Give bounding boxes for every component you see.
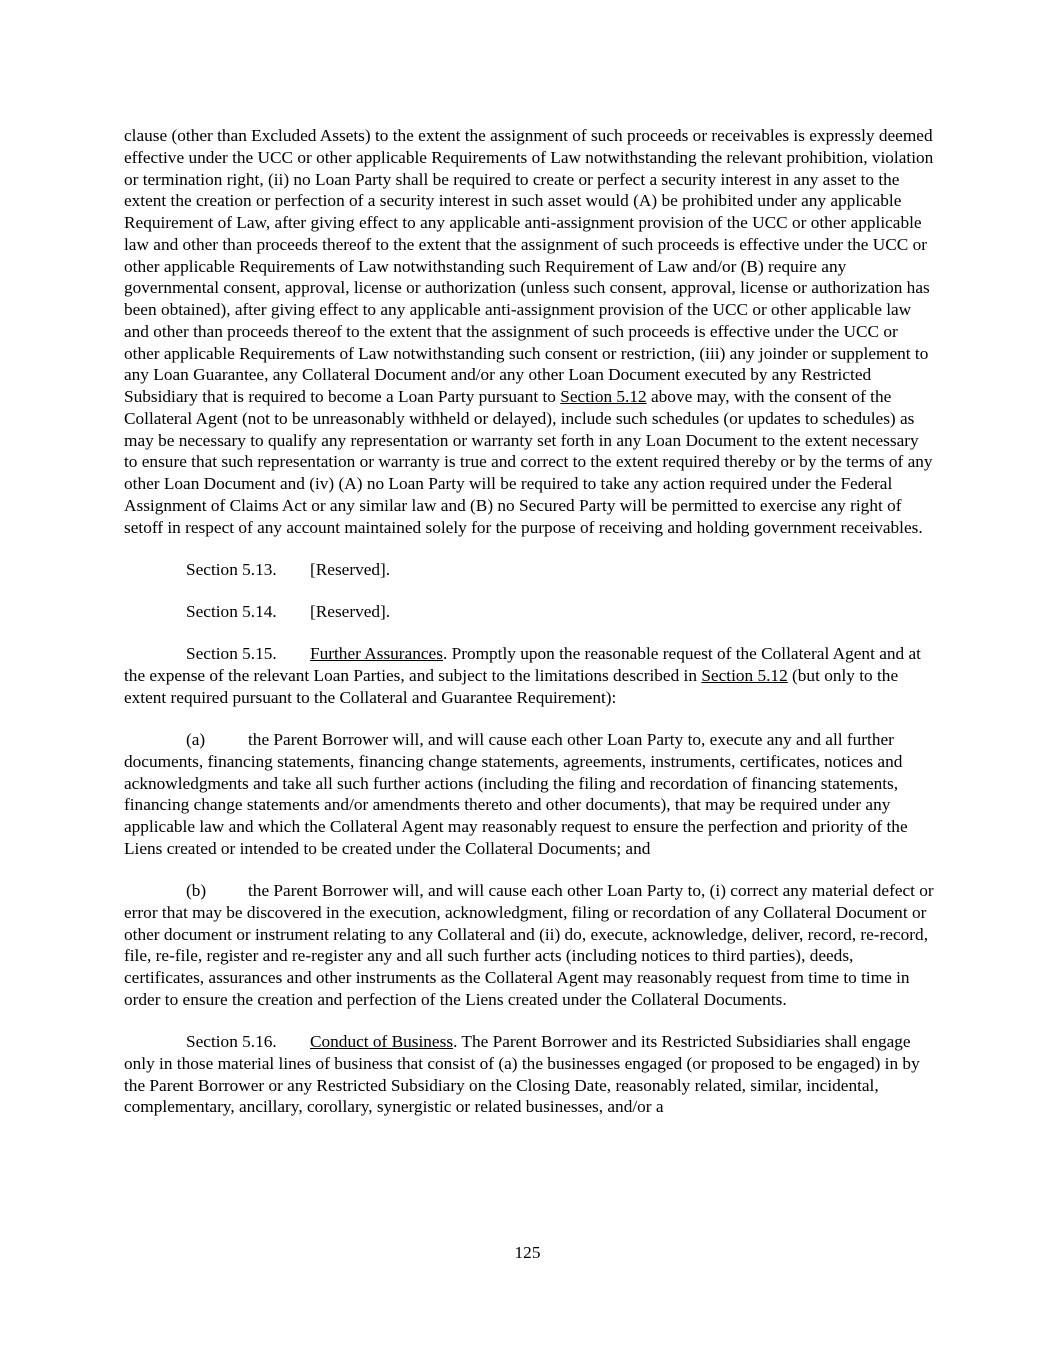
section-text: . The Parent Borrower and its Restricted Subsidiaries shall engage only in those material lines of business that consist of (a) the businesses engaged (or proposed to be engaged) in by the Parent Borrower or any Restricted Subsidiary on the Closing Date, reasonably related, similar, incidental, complementary, ancillary, corollary, synergistic or related businesses, and/or a — [124, 1032, 920, 1117]
clause-label: (a) — [186, 730, 206, 749]
section-5-12-reference: Section 5.12 — [560, 387, 647, 406]
section-number: Section 5.16. — [186, 1032, 277, 1051]
section-5-15 — [124, 643, 934, 708]
section-heading: Further Assurances — [310, 644, 443, 664]
section-5-13 — [124, 559, 934, 581]
continuation-text-1: clause (other than Excluded Assets) to the extent the assignment of such proceeds or receivables is expressly deemed effective under the UCC or other applicable Requirements of Law notwithstanding the relevant prohibition, violation or termination right, (ii) no Loan Party shall be required to create or perfect a security interest in any asset to the extent the creation or perfection of a security interest in such asset would (A) be prohibited under any applicable Requirement of Law, after giving effect to any applicable anti-assignment provision of the UCC or other applicable law and other than proceeds thereof to the extent that the assignment of such proceeds is effective under the UCC or other applicable Requirements of Law notwithstanding such Requirement of Law and/or (B) require any governmental consent, approval, license or authorization (unless such consent, approval, license or authorization has been obtained), after giving effect to any applicable anti-assignment provision of the UCC or other applicable law and other than proceeds thereof to the extent that the assignment of such proceeds is effective under the UCC or other applicable Requirements of Law notwithstanding such consent or restriction, (iii) any joinder or supplement to any Loan Guarantee, any Collateral Document and/or any other Loan Document executed by any Restricted Subsidiary that is required to become a Loan Party pursuant to — [124, 126, 934, 406]
section-number: Section 5.14. — [186, 602, 277, 621]
section-text-2: (but only to the extent required pursuant to the Collateral and Guarantee Requirement): — [124, 666, 899, 707]
section-5-16 — [124, 1031, 934, 1118]
section-text-1: . Promptly upon the reasonable request of the Collateral Agent and at the expense of the relevant Loan Parties, and subject to the limitations described in — [124, 644, 921, 685]
clause-a — [124, 729, 934, 860]
clause-label: (b) — [186, 881, 207, 900]
section-number: Section 5.15. — [186, 644, 277, 664]
section-number: Section 5.13. — [186, 559, 277, 579]
document-page — [124, 125, 934, 1118]
section-5-14 — [124, 601, 934, 623]
section-text: [Reserved]. — [310, 559, 391, 579]
clause-text: the Parent Borrower will, and will cause each other Loan Party to, execute any and all further documents, financing statements, financing change statements, agreements, instruments, certificates, notices and acknowledgments and take all such further actions (including the filing and recordation of financing statements, financing change statements and/or amendments thereto and other documents), that may be required under any applicable law and which the Collateral Agent may reasonably request to ensure the perfection and priority of the Liens created or intended to be created under the Collateral Documents; and — [124, 730, 908, 858]
clause-text: the Parent Borrower will, and will cause each other Loan Party to, (i) correct any material defect or error that may be discovered in the execution, acknowledgment, filing or recordation of any Collateral Document or other document or instrument relating to any Collateral and (ii) do, execute, acknowledge, deliver, record, re-record, file, re-file, register and re-register any and all such further acts (including notices to third parties), deeds, certificates, assurances and other instruments as the Collateral Agent may reasonably request from time to time in order to ensure the creation and perfection of the Liens created under the Collateral Documents. — [124, 881, 934, 1009]
section-text: [Reserved]. — [310, 602, 391, 621]
page-number: 125 — [514, 1243, 541, 1262]
paragraph-continuation — [124, 125, 934, 538]
clause-b — [124, 880, 934, 1011]
continuation-text-2: above may, with the consent of the Collateral Agent (not to be unreasonably withheld or delayed), include such schedules (or updates to schedules) as may be necessary to qualify any representation or warranty set forth in any Loan Document to the extent necessary to ensure that such representation or warranty is true and correct to the extent required thereby or by the terms of any other Loan Document and (iv) (A) no Loan Party will be required to take any action required under the Federal Assignment of Claims Act or any similar law and (B) no Secured Party will be permitted to exercise any right of setoff in respect of any account maintained solely for the purpose of receiving and holding government receivables. — [124, 387, 933, 537]
section-5-12-reference: Section 5.12 — [701, 666, 788, 685]
section-heading: Conduct of Business — [310, 1032, 454, 1051]
